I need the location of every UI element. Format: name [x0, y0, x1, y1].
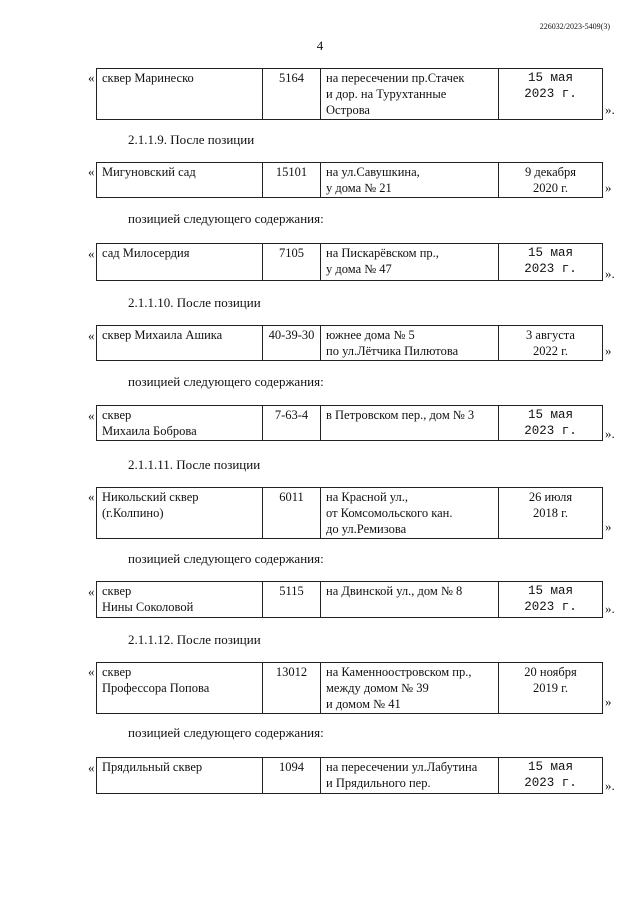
cell-name: сад Милосердия [97, 244, 263, 281]
quote-close: ». [605, 601, 615, 616]
cell-date: 26 июля 2018 г. [499, 488, 603, 539]
cell-code: 15101 [263, 163, 321, 198]
quote-close: » [605, 343, 612, 358]
cell-address: на Пискарёвском пр., у дома № 47 [321, 244, 499, 281]
cell-name: сквер Нины Соколовой [97, 582, 263, 618]
quote-open: « [88, 70, 95, 85]
section-heading: 2.1.1.10. После позиции [128, 295, 261, 310]
cell-address: на пересечении пр.Стачек и дор. на Турухтанные Острова [321, 69, 499, 120]
quote-close: ». [605, 426, 615, 441]
subheading: позицией следующего содержания: [128, 211, 324, 226]
quote-close: » [605, 519, 612, 534]
cell-date: 15 мая 2023 г. [499, 244, 603, 281]
table-row [96, 757, 603, 794]
table-row [96, 405, 603, 441]
table-row [96, 162, 603, 198]
quote-close: » [605, 180, 612, 195]
cell-code: 6011 [263, 488, 321, 539]
quote-open: « [88, 246, 95, 261]
cell-code: 5115 [263, 582, 321, 618]
cell-name: сквер Михаила Ашика [97, 326, 263, 361]
cell-address: в Петровском пер., дом № 3 [321, 406, 499, 441]
quote-open: « [88, 760, 95, 775]
cell-name: сквер Маринеско [97, 69, 263, 120]
quote-open: « [88, 664, 95, 679]
cell-date: 20 ноября 2019 г. [499, 663, 603, 714]
cell-code: 13012 [263, 663, 321, 714]
cell-code: 40-39-30 [263, 326, 321, 361]
cell-date: 15 мая 2023 г. [499, 406, 603, 441]
cell-address: на пересечении ул.Лабутина и Прядильного пер. [321, 758, 499, 794]
table-row [96, 487, 603, 539]
section-heading: 2.1.1.9. После позиции [128, 132, 255, 147]
cell-address: южнее дома № 5 по ул.Лётчика Пилютова [321, 326, 499, 361]
page-number: 4 [316, 38, 324, 53]
quote-open: « [88, 489, 95, 504]
cell-address: на ул.Савушкина, у дома № 21 [321, 163, 499, 198]
table-row [96, 243, 603, 281]
subheading: позицией следующего содержания: [128, 551, 324, 566]
cell-address: на Каменноостровском пр., между домом № 39 и домом № 41 [321, 663, 499, 714]
cell-date: 9 декабря 2020 г. [499, 163, 603, 198]
cell-code: 5164 [263, 69, 321, 120]
section-heading: 2.1.1.11. После позиции [128, 457, 261, 472]
subheading: позицией следующего содержания: [128, 725, 324, 740]
cell-date: 15 мая 2023 г. [499, 758, 603, 794]
quote-open: « [88, 328, 95, 343]
cell-name: сквер Профессора Попова [97, 663, 263, 714]
cell-name: Мигуновский сад [97, 163, 263, 198]
cell-name: Никольский сквер (г.Колпино) [97, 488, 263, 539]
table-row [96, 662, 603, 714]
cell-name: Прядильный сквер [97, 758, 263, 794]
subheading: позицией следующего содержания: [128, 374, 324, 389]
section-heading: 2.1.1.12. После позиции [128, 632, 261, 647]
cell-date: 3 августа 2022 г. [499, 326, 603, 361]
table-row [96, 581, 603, 618]
quote-close: » [605, 694, 612, 709]
table-row [96, 325, 603, 361]
table-row [96, 68, 603, 120]
cell-date: 15 мая 2023 г. [499, 582, 603, 618]
cell-address: на Двинской ул., дом № 8 [321, 582, 499, 618]
quote-close: ». [605, 778, 615, 793]
cell-name: сквер Михаила Боброва [97, 406, 263, 441]
cell-code: 1094 [263, 758, 321, 794]
quote-close: ». [605, 266, 615, 281]
document-id: 226032/2023-5409(3) [539, 22, 610, 31]
cell-code: 7-63-4 [263, 406, 321, 441]
quote-open: « [88, 584, 95, 599]
cell-date: 15 мая 2023 г. [499, 69, 603, 120]
quote-close: ». [605, 102, 615, 117]
cell-code: 7105 [263, 244, 321, 281]
cell-address: на Красной ул., от Комсомольского кан. до ул.Ремизова [321, 488, 499, 539]
quote-open: « [88, 164, 95, 179]
quote-open: « [88, 408, 95, 423]
